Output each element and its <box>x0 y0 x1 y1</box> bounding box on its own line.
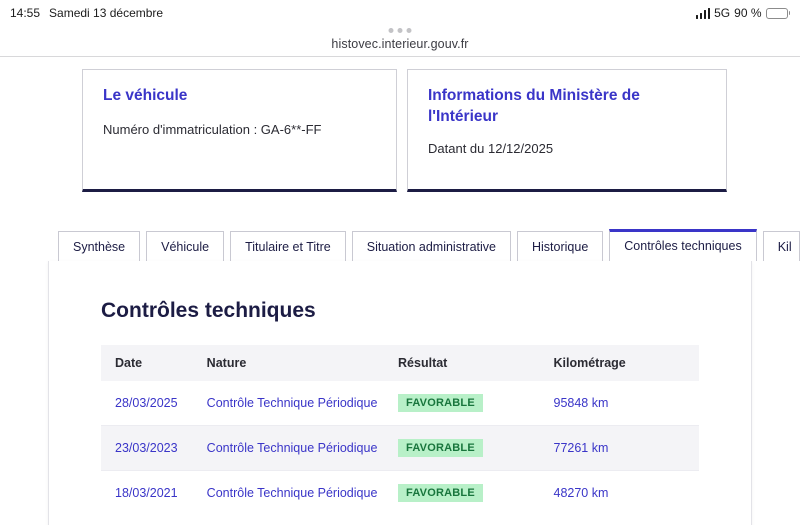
table-row <box>101 471 699 516</box>
status-bar-left <box>10 6 163 20</box>
column-header-date: Date <box>101 345 197 381</box>
ministry-card-title: Informations du Ministère de l'Intérieur <box>428 87 640 125</box>
clock-date: Samedi 13 décembre <box>49 6 164 20</box>
cell-nature: Contrôle Technique Périodique <box>197 381 388 426</box>
browser-toolbar <box>0 26 800 56</box>
network-type-label: 5G <box>714 6 731 20</box>
ministry-card <box>407 69 727 192</box>
table-header-row <box>101 345 699 381</box>
vehicle-card <box>82 69 397 192</box>
status-bar-right <box>696 6 790 20</box>
cell-nature: Contrôle Technique Périodique <box>206 486 378 500</box>
summary-cards <box>0 57 800 192</box>
battery-icon <box>766 8 791 19</box>
tab-kilometrage[interactable]: Kil <box>763 231 800 261</box>
panel-title: Contrôles techniques <box>101 299 316 322</box>
cell-date: 18/03/2021 <box>115 486 178 500</box>
controles-techniques-table <box>101 345 699 515</box>
table-header <box>101 345 699 381</box>
column-header-kilometrage: Kilométrage <box>544 345 700 381</box>
tab-controles-techniques[interactable]: Contrôles techniques <box>609 229 756 261</box>
tab-synthese[interactable]: Synthèse <box>58 231 140 261</box>
cell-resultat <box>388 426 543 471</box>
page-content <box>0 57 800 525</box>
address-bar[interactable]: histovec.interieur.gouv.fr <box>331 37 469 51</box>
cell-nature: Contrôle Technique Périodique <box>197 426 388 471</box>
status-badge: FAVORABLE <box>398 394 483 412</box>
signal-strength-icon <box>696 8 711 19</box>
ministry-date-text: Datant du 12/12/2025 <box>428 140 554 156</box>
tab-historique[interactable]: Historique <box>517 231 603 261</box>
cell-kilometrage: 77261 km <box>544 426 700 471</box>
cell-kilometrage: 48270 km <box>553 486 609 500</box>
controles-techniques-panel <box>48 261 752 525</box>
tab-titulaire-et-titre[interactable]: Titulaire et Titre <box>230 231 346 261</box>
table-body <box>101 381 699 515</box>
cell-kilometrage: 95848 km <box>544 381 700 426</box>
vehicle-registration-text: Numéro d'immatriculation : GA-6**-FF <box>103 121 322 137</box>
clock-time: 14:55 <box>10 6 41 20</box>
cell-date: 28/03/2025 <box>101 381 197 426</box>
tab-situation-administrative[interactable]: Situation administrative <box>352 231 511 261</box>
status-badge: FAVORABLE <box>398 484 483 502</box>
table-row <box>101 426 699 471</box>
tab-overview-dots-icon[interactable] <box>389 28 412 33</box>
cell-date: 23/03/2023 <box>101 426 197 471</box>
status-bar <box>0 0 800 26</box>
tabs-list <box>58 229 800 261</box>
table-row <box>101 381 699 426</box>
status-badge: FAVORABLE <box>398 439 483 457</box>
cell-resultat <box>388 381 543 426</box>
cell-resultat <box>388 471 543 516</box>
tab-vehicule[interactable]: Véhicule <box>146 231 224 261</box>
column-header-resultat: Résultat <box>388 345 543 381</box>
vehicle-card-title: Le véhicule <box>103 87 188 104</box>
column-header-nature: Nature <box>197 345 388 381</box>
tabs-bar <box>0 229 800 261</box>
battery-percent-label: 90 % <box>734 6 762 20</box>
